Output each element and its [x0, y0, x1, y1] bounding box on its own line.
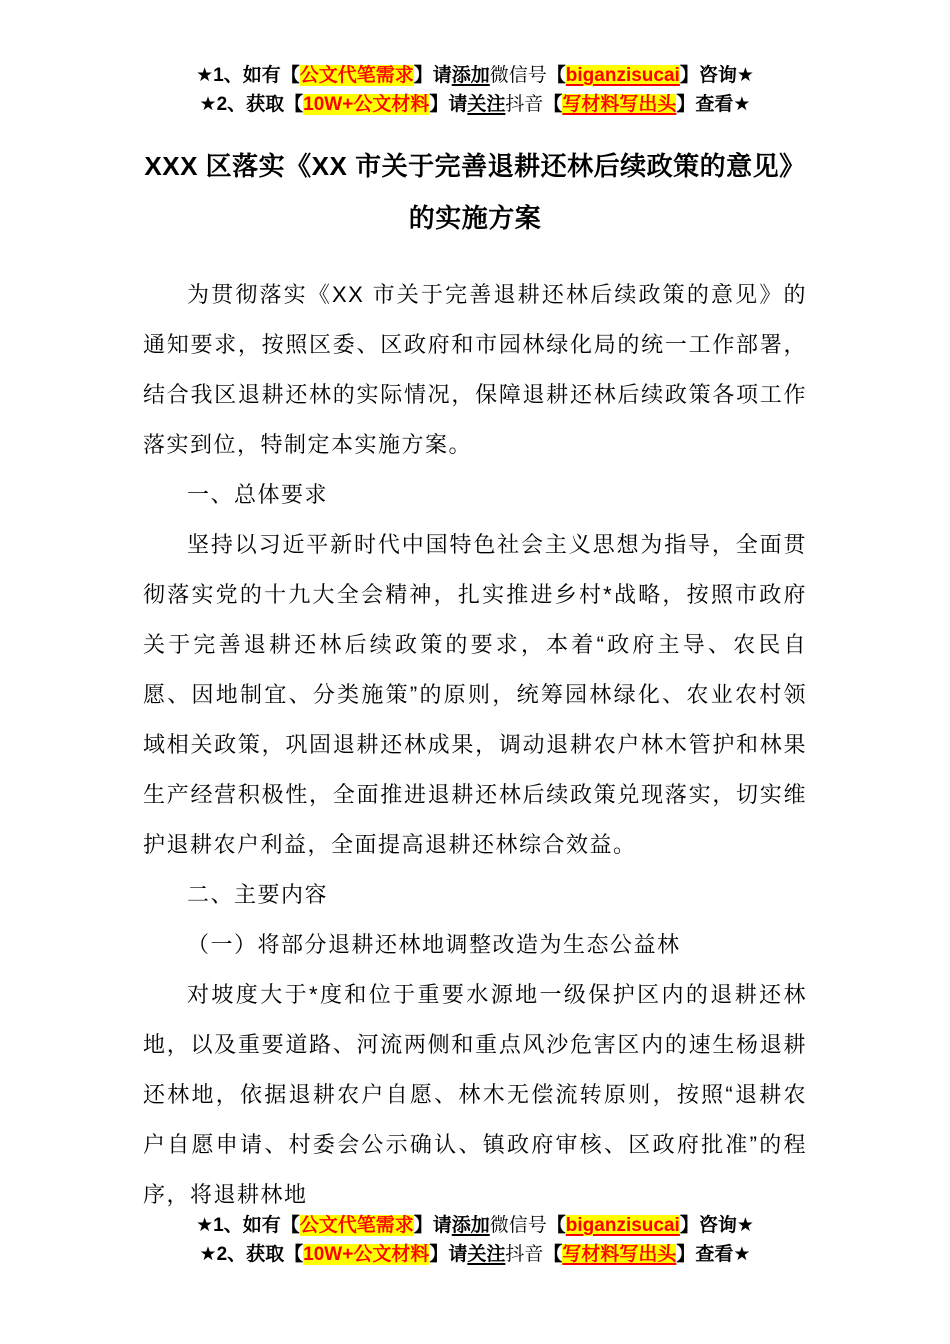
document-title-line2: 的实施方案 [408, 203, 542, 233]
promo-text-segment: 添加 [451, 65, 490, 86]
promo-highlighted-text: biganzisucai [565, 1215, 680, 1236]
promo-text-segment: 微信号 [489, 65, 547, 86]
promo-text-segment: 】请 [413, 65, 452, 86]
promo-text-segment: 抖音 [505, 1244, 544, 1265]
promo-highlighted-text: 10W+公文材料 [303, 1244, 430, 1265]
promo-text-segment: 】查看★ [676, 94, 751, 115]
section-heading: （一）将部分退耕还林地调整改造为生态公益林 [187, 932, 681, 957]
promo-banner-bottom [0, 1211, 950, 1269]
promo-highlighted-text: biganzisucai [565, 65, 680, 86]
body-paragraph: 坚持以习近平新时代中国特色社会主义思想为指导，全面贯彻落实党的十九大全会精神，扎实推进乡村*战略，按照市政府关于完善退耕还林后续政策的要求，本着“政府主导、农民自愿、因地制宜、分类施策”的原则，统筹园林绿化、农业农村领域相关政策，巩固退耕还林成果，调动退耕农户林木管护和林果生产经营积极性，全面推进退耕还林后续政策兑现落实，切实维护退耕农户利益，全面提高退耕还林综合效益。 [143, 532, 807, 857]
promo-text-segment: 关注 [467, 1244, 506, 1265]
promo-text-segment: 】请 [413, 1215, 452, 1236]
promo-text-segment: 】咨询★ [679, 65, 754, 86]
promo-text-segment: 【 [543, 1244, 563, 1265]
promo-text-segment: 关注 [467, 94, 506, 115]
promo-text-segment: 微信号 [489, 1215, 547, 1236]
promo-text-segment: 添加 [451, 1215, 490, 1236]
body-paragraph: 对坡度大于*度和位于重要水源地一级保护区内的退耕还林地，以及重要道路、河流两侧和重点风沙危害区内的速生杨退耕还林地，依据退耕农户自愿、林木无偿流转原则，按照“退耕农户自愿申请、村委会公示确认、镇政府审核、区政府批准”的程序，将退耕林地 [143, 982, 807, 1207]
promo-highlighted-text: 公文代笔需求 [299, 1215, 414, 1236]
promo-banner-top [0, 61, 950, 119]
promo-text-segment: 】查看★ [676, 1244, 751, 1265]
promo-text-segment: ★2、获取【 [199, 94, 304, 115]
section-heading: 二、主要内容 [187, 882, 329, 907]
promo-banner-top-line1 [0, 61, 950, 90]
promo-highlighted-text: 写材料写出头 [562, 1244, 677, 1265]
promo-text-segment: ★1、如有【 [196, 1215, 300, 1236]
promo-text-segment: 【 [546, 65, 566, 86]
document-body [143, 270, 807, 1220]
promo-text-segment: 【 [543, 94, 563, 115]
promo-banner-top-line2 [0, 90, 950, 119]
promo-text-segment: 【 [546, 1215, 566, 1236]
section-heading: 一、总体要求 [187, 482, 329, 507]
promo-highlighted-text: 公文代笔需求 [299, 65, 414, 86]
promo-banner-bottom-line2 [0, 1240, 950, 1269]
promo-text-segment: ★1、如有【 [196, 65, 300, 86]
promo-text-segment: 】请 [429, 94, 468, 115]
promo-banner-bottom-line1 [0, 1211, 950, 1240]
promo-text-segment: 】咨询★ [679, 1215, 754, 1236]
body-paragraph: 为贯彻落实《XX 市关于完善退耕还林后续政策的意见》的通知要求，按照区委、区政府和市园林绿化局的统一工作部署，结合我区退耕还林的实际情况，保障退耕还林后续政策各项工作落实到位，特制定本实施方案。 [143, 282, 807, 457]
document-title [75, 140, 875, 244]
promo-text-segment: 】请 [429, 1244, 468, 1265]
promo-text-segment: 抖音 [505, 94, 544, 115]
promo-text-segment: ★2、获取【 [199, 1244, 304, 1265]
promo-highlighted-text: 写材料写出头 [562, 94, 677, 115]
document-title-line1: XXX 区落实《XX 市关于完善退耕还林后续政策的意见》 [144, 151, 806, 181]
promo-highlighted-text: 10W+公文材料 [303, 94, 430, 115]
